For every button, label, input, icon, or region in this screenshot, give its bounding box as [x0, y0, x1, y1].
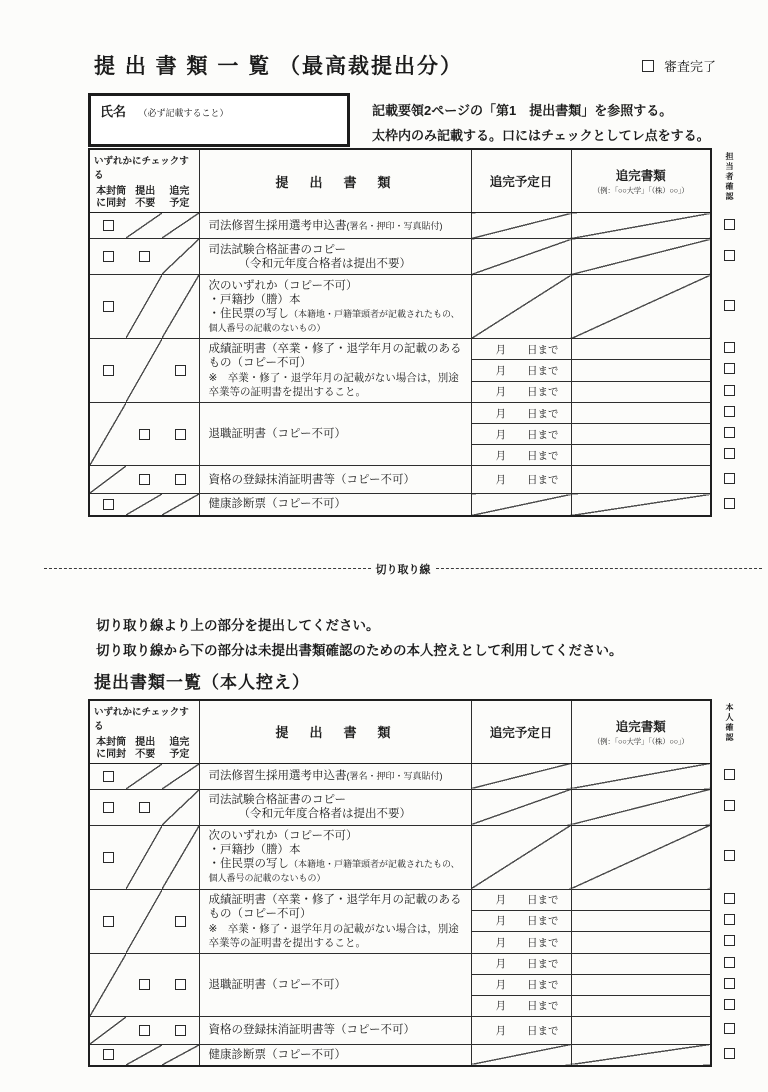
document-name: 司法修習生採用選考申込書(署名・押印・写真貼付) — [199, 763, 471, 789]
document-name: 健康診断票（コピー不可） — [199, 494, 471, 516]
supplement-header-note: （例：「○○大学」「（株）○○」） — [592, 186, 689, 195]
supplement-fill-cell[interactable] — [571, 953, 711, 974]
enclosed-checkbox[interactable] — [103, 916, 114, 927]
col-later-label: 追完 予定 — [169, 736, 190, 760]
check-header-cell — [89, 700, 199, 764]
supplement-fill-cell[interactable] — [571, 932, 711, 953]
cut-line-dash — [436, 568, 763, 569]
name-label: 氏名 — [100, 104, 127, 119]
document-name: 健康診断票（コピー不可） — [199, 1044, 471, 1066]
cut-line-dash — [44, 568, 371, 569]
check-slot — [90, 213, 126, 238]
check-slot — [90, 494, 126, 515]
enclosed-checkbox[interactable] — [103, 220, 114, 231]
document-name: 資格の登録抹消証明書等（コピー不可） — [199, 1016, 471, 1044]
table-row — [89, 789, 751, 825]
date-fill-cell[interactable]: 月 日まで — [471, 953, 571, 974]
col-enclosed-label: 本封筒 に同封 — [96, 186, 127, 209]
notrequired-checkbox[interactable] — [139, 251, 150, 262]
check-slot — [90, 339, 126, 402]
slash-cell — [126, 339, 162, 402]
confirm-checkbox[interactable] — [724, 914, 735, 925]
confirm-checkbox[interactable] — [724, 935, 735, 946]
supplement-cell-slashed — [571, 239, 711, 275]
supplement-fill-cell[interactable] — [571, 974, 711, 995]
supplement-cell-slashed — [571, 275, 711, 339]
date-fill-cell[interactable]: 月 日まで — [471, 466, 571, 494]
slash-cell — [162, 239, 198, 274]
table-row — [89, 1016, 751, 1044]
supplement-column-header: 追完書類 （例：「○○大学」「（株）○○」） — [571, 700, 711, 764]
check-slot — [126, 466, 162, 493]
documents-table — [88, 699, 752, 1068]
confirm-checkbox[interactable] — [724, 385, 735, 396]
enclosed-checkbox[interactable] — [103, 852, 114, 863]
confirm-checkbox[interactable] — [724, 957, 735, 968]
date-column-header: 追完予定日 — [471, 700, 571, 764]
supplement-fill-cell[interactable] — [571, 910, 711, 931]
date-fill-cell[interactable]: 月 日まで — [471, 381, 571, 402]
confirm-checkbox[interactable] — [724, 250, 735, 261]
slash-cell — [126, 1045, 162, 1066]
table-row — [89, 953, 751, 974]
document-name: 退職証明書（コピー不可） — [199, 953, 471, 1016]
slash-cell — [162, 1045, 198, 1066]
confirm-label: 本人確認 — [725, 702, 734, 743]
personal-copy-table — [88, 699, 768, 1068]
confirm-checkbox[interactable] — [724, 769, 735, 780]
document-name: 司法修習生採用選考申込書(署名・押印・写真貼付) — [199, 213, 471, 239]
later-checkbox[interactable] — [175, 365, 186, 376]
page-title: 提 出 書 類 一 覧 （最高裁提出分） — [94, 55, 464, 78]
check-slot — [90, 1045, 126, 1066]
table-row — [89, 494, 751, 516]
confirm-column-header — [711, 700, 751, 764]
confirm-checkbox[interactable] — [724, 448, 735, 459]
name-input-box[interactable] — [88, 93, 350, 147]
date-fill-cell[interactable]: 月 日まで — [471, 995, 571, 1016]
document-name: 資格の登録抹消証明書等（コピー不可） — [199, 466, 471, 494]
table-row — [89, 825, 751, 889]
confirm-checkbox[interactable] — [724, 363, 735, 374]
confirm-checkbox[interactable] — [724, 978, 735, 989]
slash-cell — [162, 213, 198, 238]
check-slot — [126, 239, 162, 274]
supplement-fill-cell[interactable] — [571, 445, 711, 466]
check-slot — [162, 339, 198, 402]
check-slot — [126, 403, 162, 465]
copy-table-title: 提出書類一覧（本人控え） — [94, 672, 310, 692]
confirm-checkbox[interactable] — [724, 473, 735, 484]
confirm-checkbox[interactable] — [724, 300, 735, 311]
check-slot — [90, 826, 126, 889]
check-slot — [162, 954, 198, 1016]
review-complete-field — [642, 56, 716, 75]
check-slot — [90, 239, 126, 274]
check-slot — [162, 403, 198, 465]
table-row — [89, 466, 751, 494]
date-fill-cell[interactable]: 月 日まで — [471, 360, 571, 381]
enclosed-checkbox[interactable] — [103, 251, 114, 262]
enclosed-checkbox[interactable] — [103, 802, 114, 813]
confirm-checkbox[interactable] — [724, 427, 735, 438]
check-header-label: いずれかにチェックする — [94, 706, 189, 732]
enclosed-checkbox[interactable] — [103, 301, 114, 312]
slash-cell — [162, 790, 198, 825]
col-enclosed-label: 本封筒 に同封 — [96, 736, 127, 760]
date-fill-cell[interactable]: 月 日まで — [471, 974, 571, 995]
instruction-line-2: 太枠内のみ記載する。口にはチェックとしてレ点をする。 — [372, 128, 710, 143]
notrequired-checkbox[interactable] — [139, 1025, 150, 1036]
confirm-checkbox[interactable] — [724, 498, 735, 509]
cut-line-label: 切り取り線 — [375, 563, 431, 576]
supplement-fill-cell[interactable] — [571, 889, 711, 910]
notrequired-checkbox[interactable] — [139, 429, 150, 440]
documents-table — [88, 148, 752, 517]
table-row — [89, 403, 751, 424]
documents-column-header: 提 出 書 類 — [199, 149, 471, 213]
check-slot — [126, 954, 162, 1016]
slash-cell — [162, 764, 198, 789]
slash-cell — [90, 403, 126, 465]
document-name: 次のいずれか（コピー不可） ・戸籍抄（謄）本 ・住民票の写し（本籍地・戸籍筆頭者が記載されたもの、個人番号の記載のないもの） — [199, 275, 471, 339]
table-row — [89, 889, 751, 910]
supplement-fill-cell[interactable] — [571, 339, 711, 360]
check-slot — [90, 890, 126, 953]
confirm-label: 担当者確認 — [725, 152, 734, 202]
supplement-header-note: （例：「○○大学」「（株）○○」） — [592, 736, 689, 746]
check-slot — [90, 790, 126, 825]
date-fill-cell[interactable]: 月 日まで — [471, 910, 571, 931]
confirm-checkbox[interactable] — [724, 999, 735, 1010]
confirm-checkbox[interactable] — [724, 1023, 735, 1034]
supplement-cell-slashed — [571, 494, 711, 516]
cut-instructions — [96, 613, 728, 663]
slash-cell — [126, 764, 162, 789]
date-cell-slashed — [471, 825, 571, 889]
col-notrequired-label: 提出 不要 — [135, 736, 156, 760]
document-name: 退職証明書（コピー不可） — [199, 403, 471, 466]
confirm-checkbox[interactable] — [724, 800, 735, 811]
enclosed-checkbox[interactable] — [103, 499, 114, 510]
slash-cell — [126, 826, 162, 889]
table-header-row — [89, 149, 751, 213]
confirm-checkbox[interactable] — [724, 893, 735, 904]
cut-line — [44, 561, 762, 577]
slash-cell — [126, 275, 162, 338]
supplement-cell-slashed — [571, 213, 711, 239]
supplement-cell-slashed — [571, 825, 711, 889]
date-cell-slashed — [471, 275, 571, 339]
table-header-row — [89, 700, 751, 764]
date-cell-slashed — [471, 763, 571, 789]
slash-cell — [162, 494, 198, 515]
slash-cell — [126, 494, 162, 515]
later-checkbox[interactable] — [175, 916, 186, 927]
confirm-checkbox[interactable] — [724, 406, 735, 417]
table-row — [89, 239, 751, 275]
slash-cell — [162, 275, 198, 338]
notrequired-checkbox[interactable] — [139, 979, 150, 990]
check-slot — [126, 1017, 162, 1044]
supplement-fill-cell[interactable] — [571, 466, 711, 494]
confirm-checkbox[interactable] — [724, 342, 735, 353]
supplement-fill-cell[interactable] — [571, 403, 711, 424]
notrequired-checkbox[interactable] — [139, 474, 150, 485]
date-column-header: 追完予定日 — [471, 149, 571, 213]
enclosed-checkbox[interactable] — [103, 771, 114, 782]
check-slot — [162, 466, 198, 493]
table-row — [89, 339, 751, 360]
later-checkbox[interactable] — [175, 429, 186, 440]
date-cell-slashed — [471, 494, 571, 516]
enclosed-checkbox[interactable] — [103, 1049, 114, 1060]
document-name: 成績証明書（卒業・修了・退学年月の記載のあるもの（コピー不可） ※ 卒業・修了・退学年月の記載がない場合は，別途卒業等の証明書を提出すること。 — [199, 889, 471, 953]
table-row — [89, 1044, 751, 1066]
check-slot — [162, 1017, 198, 1044]
date-fill-cell[interactable]: 月 日まで — [471, 1016, 571, 1044]
check-slot — [126, 790, 162, 825]
notrequired-checkbox[interactable] — [139, 802, 150, 813]
document-name: 司法試験合格証書のコピー （令和元年度合格者は提出不要） — [199, 789, 471, 825]
table-row — [89, 763, 751, 789]
slash-cell — [162, 826, 198, 889]
date-fill-cell[interactable]: 月 日まで — [471, 339, 571, 360]
date-cell-slashed — [471, 239, 571, 275]
enclosed-checkbox[interactable] — [103, 365, 114, 376]
check-column-labels — [94, 737, 197, 761]
check-slot — [90, 275, 126, 338]
name-note: （必ず記載すること） — [138, 108, 229, 118]
date-fill-cell[interactable]: 月 日まで — [471, 403, 571, 424]
supplement-cell-slashed — [571, 763, 711, 789]
confirm-checkbox[interactable] — [724, 850, 735, 861]
check-slot — [90, 764, 126, 789]
table-row — [89, 275, 751, 339]
col-later-label: 追完 予定 — [169, 186, 190, 209]
cut-note-2: 切り取り線から下の部分は未提出書類確認のための本人控えとして利用してください。 — [96, 642, 623, 658]
slash-cell — [126, 213, 162, 238]
supplement-fill-cell[interactable] — [571, 995, 711, 1016]
supplement-cell-slashed — [571, 1044, 711, 1066]
later-checkbox[interactable] — [175, 474, 186, 485]
document-name: 司法試験合格証書のコピー （令和元年度合格者は提出不要） — [199, 239, 471, 275]
cut-note-1: 切り取り線より上の部分を提出してください。 — [96, 617, 380, 633]
later-checkbox[interactable] — [175, 1025, 186, 1036]
supplement-cell-slashed — [571, 789, 711, 825]
supplement-fill-cell[interactable] — [571, 424, 711, 445]
confirm-column-header — [711, 149, 751, 213]
date-cell-slashed — [471, 213, 571, 239]
check-slot — [162, 890, 198, 953]
later-checkbox[interactable] — [175, 979, 186, 990]
document-name: 成績証明書（卒業・修了・退学年月の記載のあるもの（コピー不可） ※ 卒業・修了・退学年月の記載がない場合は，別途卒業等の証明書を提出すること。 — [199, 339, 471, 403]
confirm-checkbox[interactable] — [724, 219, 735, 230]
fill-instructions — [372, 93, 710, 148]
slash-cell — [126, 890, 162, 953]
table-row — [89, 213, 751, 239]
instruction-line-1: 記載要領2ページの「第1 提出書類」を参照する。 — [372, 103, 673, 118]
slash-cell — [90, 1017, 126, 1044]
date-fill-cell[interactable]: 月 日まで — [471, 424, 571, 445]
supplement-fill-cell[interactable] — [571, 1016, 711, 1044]
col-notrequired-label: 提出 不要 — [135, 186, 156, 209]
date-fill-cell[interactable]: 月 日まで — [471, 445, 571, 466]
date-cell-slashed — [471, 789, 571, 825]
document-name: 次のいずれか（コピー不可） ・戸籍抄（謄）本 ・住民票の写し（本籍地・戸籍筆頭者が記載されたもの、個人番号の記載のないもの） — [199, 825, 471, 889]
supplement-fill-cell[interactable] — [571, 360, 711, 381]
date-fill-cell[interactable]: 月 日まで — [471, 889, 571, 910]
check-header-cell — [89, 149, 199, 213]
date-fill-cell[interactable]: 月 日まで — [471, 932, 571, 953]
check-header-label: いずれかにチェックする — [94, 156, 189, 181]
slash-cell — [90, 954, 126, 1016]
documents-column-header: 提 出 書 類 — [199, 700, 471, 764]
supplement-fill-cell[interactable] — [571, 381, 711, 402]
review-complete-label: 審査完了 — [663, 59, 716, 74]
supplement-column-header: 追完書類 （例：「○○大学」「（株）○○」） — [571, 149, 711, 213]
submitted-documents-table — [88, 148, 768, 517]
check-column-labels — [94, 186, 197, 210]
slash-cell — [90, 466, 126, 493]
review-complete-checkbox[interactable] — [642, 60, 654, 72]
confirm-checkbox[interactable] — [724, 1048, 735, 1059]
date-cell-slashed — [471, 1044, 571, 1066]
